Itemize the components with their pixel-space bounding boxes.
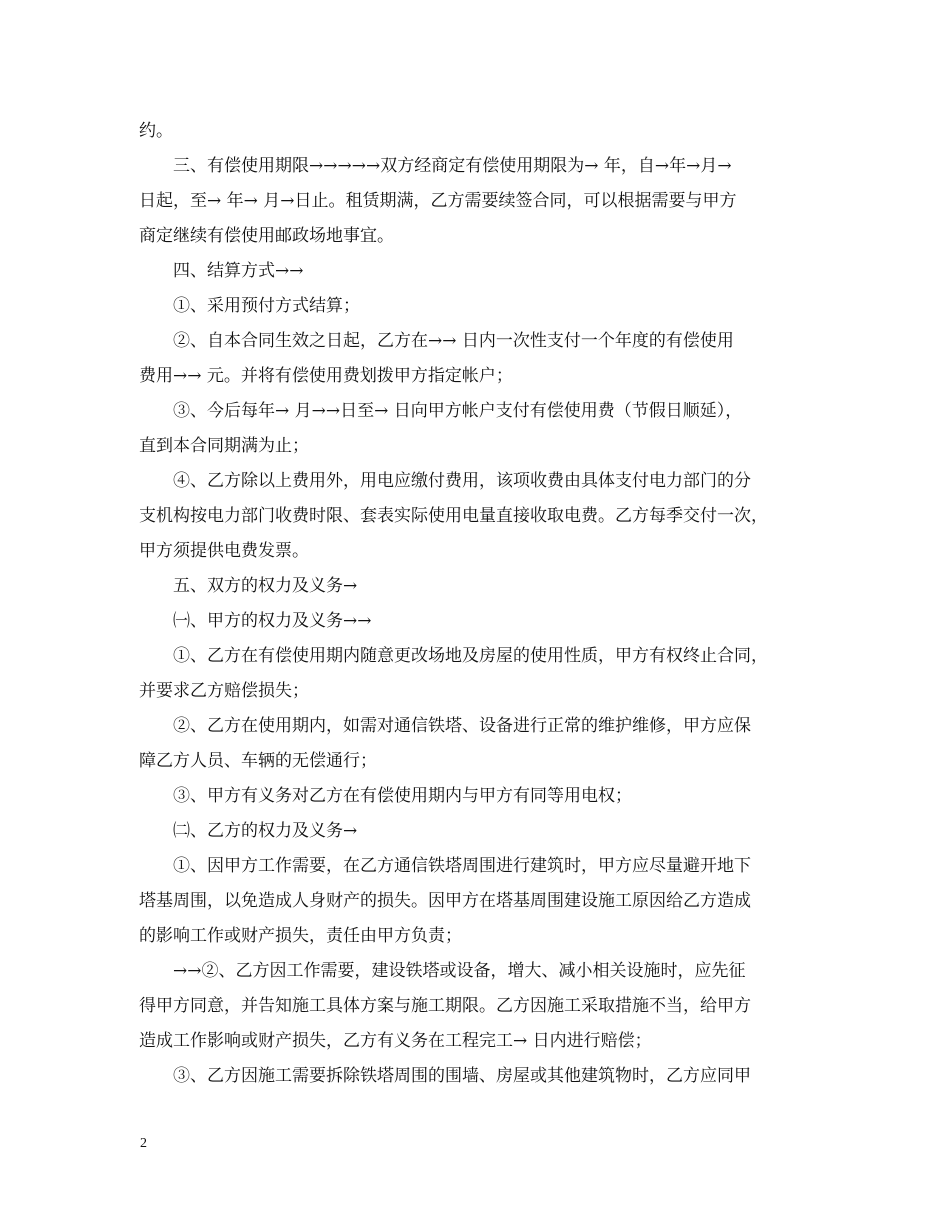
text-line: 直到本合同期满为止； bbox=[139, 436, 309, 456]
subsection-heading-party-b: ㈡、乙方的权力及义务→ bbox=[173, 821, 358, 841]
text-line: ③、甲方有义务对乙方在有偿使用期内与甲方有同等用电权； bbox=[173, 786, 632, 806]
text-line: 甲方须提供电费发票。 bbox=[139, 541, 309, 561]
text-line: →→②、乙方因工作需要，建设铁塔或设备，增大、减小相关设施时，应先征 bbox=[173, 961, 746, 981]
text-line: ②、乙方在使用期内，如需对通信铁塔、设备进行正常的维护维修，甲方应保 bbox=[173, 716, 751, 736]
text-line: ③、今后每年→ 月→→日至→ 日向甲方帐户支付有偿使用费（节假日顺延）， bbox=[173, 401, 743, 421]
text-line: 塔基周围，以免造成人身财产的损失。因甲方在塔基周围建设施工原因给乙方造成 bbox=[139, 891, 751, 911]
page-number: 2 bbox=[140, 1136, 147, 1151]
document-body bbox=[139, 114, 819, 1094]
text-line: 造成工作影响或财产损失，乙方有义务在工程完工→ 日内进行赔偿； bbox=[139, 1031, 652, 1051]
text-line: ②、自本合同生效之日起，乙方在→→ 日内一次性支付一个年度的有偿使用 bbox=[173, 331, 734, 351]
text-line: 约。 bbox=[139, 121, 173, 141]
text-line: 支机构按电力部门收费时限、套表实际使用电量直接收取电费。乙方每季交付一次， bbox=[139, 506, 768, 526]
text-line: ①、采用预付方式结算； bbox=[173, 296, 360, 316]
text-line: 得甲方同意，并告知施工具体方案与施工期限。乙方因施工采取措施不当，给甲方 bbox=[139, 996, 751, 1016]
text-line: ③、乙方因施工需要拆除铁塔周围的围墙、房屋或其他建筑物时，乙方应同甲 bbox=[173, 1066, 751, 1086]
section-heading-rights: 五、双方的权力及义务→ bbox=[173, 576, 358, 596]
section-heading-settlement: 四、结算方式→→ bbox=[173, 261, 304, 281]
text-line: 并要求乙方赔偿损失； bbox=[139, 681, 309, 701]
text-line: 日起，至→ 年→ 月→日止。租赁期满，乙方需要续签合同，可以根据需要与甲方 bbox=[139, 191, 737, 211]
text-line: 商定继续有偿使用邮政场地事宜。 bbox=[139, 226, 394, 246]
text-line: ④、乙方除以上费用外，用电应缴付费用，该项收费由具体支付电力部门的分 bbox=[173, 471, 751, 491]
text-line: 费用→→ 元。并将有偿使用费划拨甲方指定帐户； bbox=[139, 366, 513, 386]
text-line: 障乙方人员、车辆的无偿通行； bbox=[139, 751, 377, 771]
text-line: 三、有偿使用期限→→→→→双方经商定有偿使用期限为→ 年，自→年→月→ bbox=[173, 156, 732, 176]
text-line: ①、因甲方工作需要，在乙方通信铁塔周围进行建筑时，甲方应尽量避开地下 bbox=[173, 856, 751, 876]
text-line: ①、乙方在有偿使用期内随意更改场地及房屋的使用性质，甲方有权终止合同， bbox=[173, 646, 768, 666]
subsection-heading-party-a: ㈠、甲方的权力及义务→→ bbox=[173, 611, 372, 631]
text-line: 的影响工作或财产损失，责任由甲方负责； bbox=[139, 926, 462, 946]
